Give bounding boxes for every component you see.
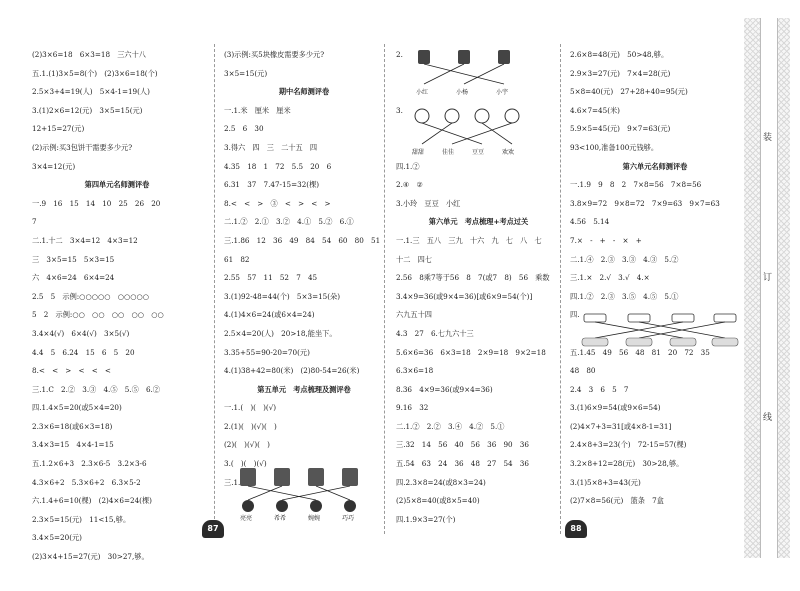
answer-line: 8.< < > < < < [32,366,111,376]
answer-line: 7.× - + - × + [570,235,642,245]
answer-line: 5 2 示例:○○ ○○ ○○ ○○ ○○ [32,310,164,320]
answer-line: 93<100,准备100元钱够。 [570,142,659,152]
answer-line: 三.32 14 56 40 56 36 90 36 [396,440,529,450]
answer-line: 三.1.× 2.√ 3.√ 4.× [570,273,650,283]
answer-line: 3.(1)5×8+3=43(元) [570,477,641,487]
answer-line: 四. [570,310,580,320]
answer-line: 3.4×4(√) 6×4(√) 3×5(√) [32,328,130,338]
answer-line: 2.4 3 6 5 7 [570,384,629,394]
page-number-left: 87 [202,520,224,538]
figure-label: 小宇 [496,89,509,96]
column-divider [214,44,215,534]
answer-line: 6.3×6=18 [396,366,434,376]
answer-line: 四.1.4×5=20(或5×4=20) [32,403,122,413]
answer-line: 2.3×5=15(元) 11<15,够。 [32,514,131,524]
answer-line: 12+15=27(元) [32,124,85,134]
answer-line: 2.55 57 11 52 7 45 [224,273,318,283]
answer-line: 2.④ ② [396,180,423,190]
answer-line: 3.( )( )(√) [224,459,267,469]
answer-line: (2)( )(√)( ) [224,440,270,450]
matching-figure-col3-b [412,108,532,156]
answer-line: 3.4×3=15 4×4-1=15 [32,440,114,450]
column-2 [224,46,384,492]
answer-line: 2.5 5 示例:○○○○○ ○○○○○ [32,291,150,301]
answer-line: 一.1.三 五八 三九 十六 九 七 八 七 [396,235,542,245]
answer-line: (2)7×8=56(元) 篮条 7盒 [570,496,664,506]
section-heading: 第六单元名师测评卷 [622,161,688,171]
column-4 [570,46,740,511]
answer-line: 一.9 16 15 14 10 25 26 20 [32,198,161,208]
answer-line: 一.1.( )( )(√) [224,403,277,413]
page-number-ornament [565,512,587,520]
answer-line: 五.1.45 49 56 48 81 20 72 35 [570,347,710,357]
answer-line: (2)示例:买3包饼干需要多少元? [32,142,133,152]
figure-label: 婉婉 [308,515,321,522]
answer-line: 六.1.4+6=10(棵) (2)4×6=24(棵) [32,496,152,506]
section-heading: 第四单元名师测评卷 [84,180,150,190]
answer-line: 3.得六 四 三 二十五 四 [224,142,318,152]
answer-line: 5×8=40(元) 27+28+40=95(元) [570,87,688,97]
answer-line: 六 4×6=24 6×4=24 [32,273,115,283]
answer-line: 3×5=15(元) [224,68,268,78]
figure-label: 亮亮 [240,515,253,522]
column-divider [560,44,561,534]
answer-line: 五.1.(1)3×5=8(个) (2)3×6=18(个) [32,68,158,78]
answer-line: 3.小玲 豆豆 小红 [396,198,461,208]
answer-line: 四.1.② 2.③ 3.⑤ 4.⑤ 5.① [570,291,679,301]
answer-line: 3.8×9=72 9×8=72 7×9=63 9×7=63 [570,198,720,208]
answer-line: 3.4×5=20(元) [32,533,82,543]
answer-line: 6.31 37 7.47-15=32(棵) [224,180,320,190]
answer-line: 二.1.④ 2.③ 3.③ 4.③ 5.② [570,254,679,264]
answer-line: 六九五十四 [396,310,432,320]
answer-line: 2.5×3+4=19(人) 5×4-1=19(人) [32,87,150,97]
answer-line: 4.56 5.14 [570,217,610,227]
answer-line: 2.(1)( )(√)( ) [224,421,277,431]
answer-line: 3.(1)2×6=12(元) 3×5=15(元) [32,105,143,115]
answer-line: (2)3×6=18 6×3=18 三六十八 [32,50,146,59]
answer-line: 一.1.9 9 8 2 7×8=56 7×8=56 [570,180,702,190]
answer-line: 4.35 18 1 72 5.5 20 6 [224,161,332,171]
figure-label: 巧巧 [342,515,355,522]
answer-line: 四.1.9×3=27(个) [396,514,456,524]
answer-line: 2.4×8+3=23(个) 72-15=57(棵) [570,440,687,450]
matching-figure-col4 [580,312,740,348]
answer-line: 三.1.86 12 36 49 84 54 60 80 51 [224,235,381,245]
answer-line: 5.6×6=36 6×3=18 2×9=18 9×2=18 [396,347,546,357]
page-number-right: 88 [565,520,587,538]
answer-line: 3.2×8+12=28(元) 30>28,够。 [570,459,684,469]
matching-figure-col2 [236,468,366,520]
answer-line: 5.9×5=45(元) 9×7=63(元) [570,124,671,134]
answer-line: 一.1.米 厘米 厘米 [224,105,291,115]
answer-line: 8.36 4×9=36(或9×4=36) [396,384,493,394]
answer-line: 三.1.C 2.② 3.③ 4.⑤ 5.⑤ 6.② [32,384,160,394]
answer-line: 4.(1)38+42=80(米) (2)80-54=26(米) [224,366,360,376]
answer-line: (2)5×8=40(或8×5=40) [396,496,480,506]
figure-label: 佳佳 [442,149,455,156]
figure-label: 豆豆 [472,149,485,156]
answer-line: 五.54 63 24 36 48 27 54 36 [396,459,529,469]
figure-label: 甜甜 [412,149,425,156]
answer-line: 三.1. [224,477,241,487]
answer-line: 三 3×5=15 5×3=15 [32,254,115,264]
answer-line: 2.3×6=18(或6×3=18) [32,421,113,431]
answer-line: 4.(1)4×6=24(或6×4=24) [224,310,315,320]
binding-char: 装 [763,133,773,143]
figure-label: 小红 [416,89,429,96]
binding-char: 线 [763,413,773,423]
answer-line: 48 80 [570,366,596,376]
figure-label: 欢欢 [502,149,515,156]
section-heading: 第五单元 考点梳理及测评卷 [257,384,351,394]
answer-line: 4.6×7=45(米) [570,105,620,115]
binding-char: 订 [763,273,773,283]
answer-line: 2. [396,50,403,59]
answer-line: 7 [32,217,37,227]
answer-line: 3.4×9=36(或9×4=36)[或6×9=54(个)] [396,291,533,301]
answer-line: 四.2.3×8=24(或8×3=24) [396,477,486,487]
answer-line: (3)示例:买5块橡皮需要多少元? [224,50,325,59]
column-1 [32,46,202,567]
figure-label: 小杨 [456,89,469,96]
answer-line: 3.(1)92-48=44(个) 5×3=15(朵) [224,291,341,301]
binding-line [760,18,778,558]
answer-line: 8.< < > ③ < > < > [224,198,331,208]
answer-line: 十二 四七 [396,254,432,264]
answer-line: (2)3×4+15=27(元) 30>27,够。 [32,552,149,562]
answer-line: 2.6×8=48(元) 50>48,够。 [570,50,669,59]
answer-line: 五.1.2×6+3 2.3×6-5 3.2×3-6 [32,459,147,469]
answer-line: 2.9×3=27(元) 7×4=28(元) [570,68,671,78]
answer-line: (2)4×7+3=31[或4×8-1=31] [570,421,672,431]
answer-line: 二.1.十二 3×4=12 4×3=12 [32,235,138,245]
figure-label: 希希 [274,515,287,522]
answer-line: 4.3 27 6.七九六十三 [396,328,474,338]
answer-line: 3. [396,105,403,115]
answer-line: 3.(1)6×9=54(或9×6=54) [570,403,661,413]
answer-line: 二.1.② 2.② 3.④ 4.② 5.① [396,421,505,431]
answer-line: 61 82 [224,254,250,264]
page-number-ornament [202,512,224,520]
matching-figure-col3-a [412,50,522,96]
answer-line: 4.3×6+2 5.3×6+2 6.3×5-2 [32,477,141,487]
section-heading: 第六单元 考点梳理+考点过关 [428,217,529,227]
answer-line: 3.35+55=90-20=70(元) [224,347,310,357]
answer-line: 四.1.② [396,161,420,171]
answer-line: 2.56 8乘7等于56 8 7(或7 8) 56 乘数 [396,273,550,283]
column-divider [384,44,385,534]
answer-line: 4.4 5 6.24 15 6 5 20 [32,347,135,357]
section-heading: 期中名师测评卷 [278,87,330,97]
answer-line: 二.1.② 2.① 3.② 4.① 5.② 6.① [224,217,354,227]
answer-line: 2.5×4=20(人) 20>18,能坐下。 [224,328,337,338]
answer-line: 9.16 32 [396,403,429,413]
answer-line: 3×4=12(元) [32,161,76,171]
answer-line: 2.5 6 30 [224,124,264,134]
